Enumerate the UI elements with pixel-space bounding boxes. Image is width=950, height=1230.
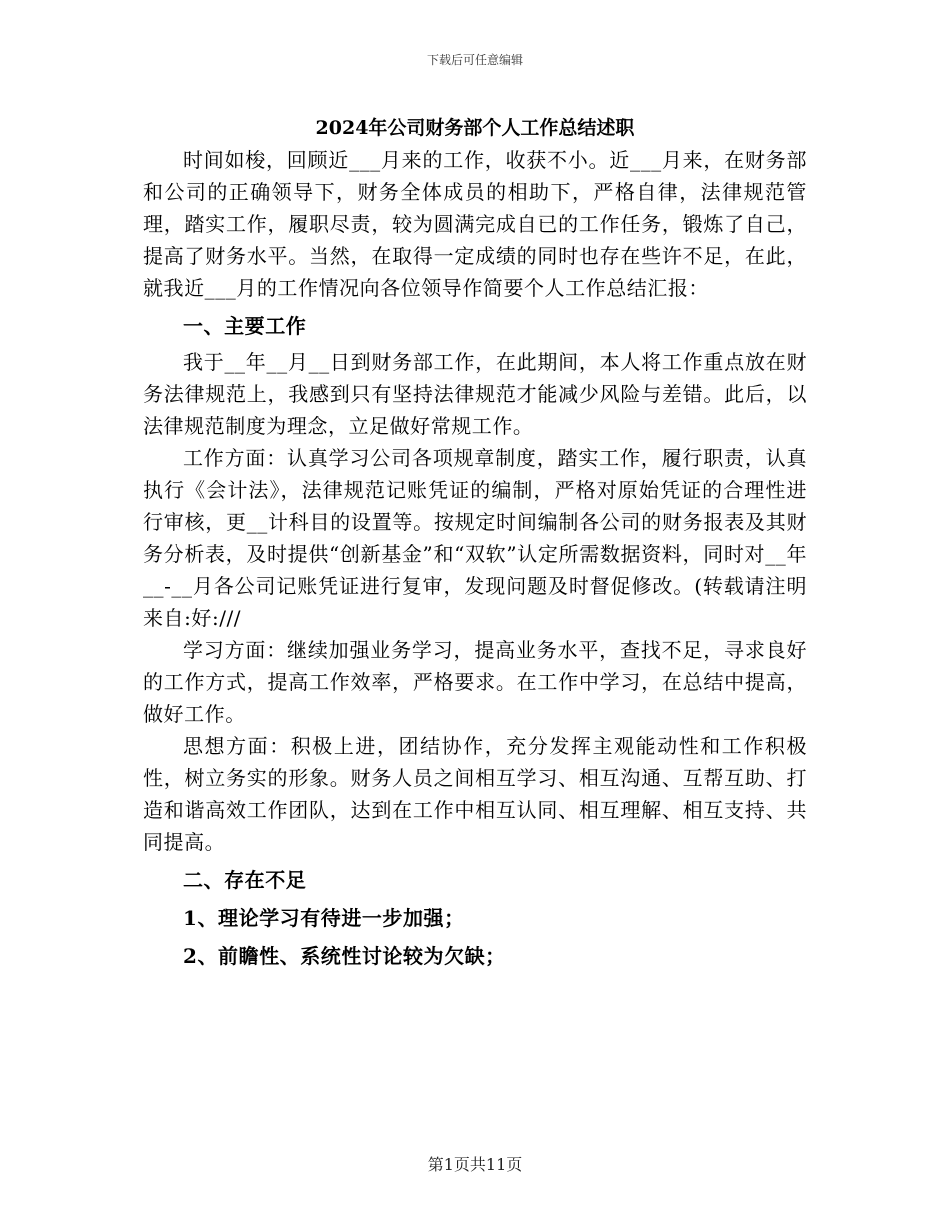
page-number: 第1页共11页	[427, 1155, 523, 1174]
page-header-note: 下载后可任意编辑	[426, 53, 523, 67]
shortcoming-item-2: 2、前瞻性、系统性讨论较为欠缺；	[183, 944, 506, 968]
section-heading-main-work: 一、主要工作	[183, 314, 307, 338]
paragraph-study-aspect: 学习方面：继续加强业务学习，提高业务水平，查找不足，寻求良好的工作方式，提高工作效率，严格要求。在工作中学习，在总结中提高，做好工作。	[143, 638, 807, 726]
document-title: 2024年公司财务部个人工作总结述职	[315, 117, 635, 139]
intro-paragraph: 时间如梭，回顾近___月来的工作，收获不小。近___月来，在财务部和公司的正确领导下，财务全体成员的相助下，严格自律，法律规范管理，踏实工作，履职尽责，较为圆满完成自已的工作任务，锻炼了自己，提高了财务水平。当然，在取得一定成绩的同时也存在些许不足，在此，就我近___月的工作情况向各位领导作简要个人工作总结汇报：	[143, 148, 807, 300]
paragraph-thought-aspect: 思想方面：积极上进，团结协作，充分发挥主观能动性和工作积极性，树立务实的形象。财务人员之间相互学习、相互沟通、互帮互助、打造和谐高效工作团队，达到在工作中相互认同、相互理解、相互支持、共同提高。	[143, 734, 807, 854]
paragraph-start-date: 我于__年__月__日到财务部工作，在此期间，本人将工作重点放在财务法律规范上，我感到只有坚持法律规范才能减少风险与差错。此后，以法律规范制度为理念，立足做好常规工作。	[143, 350, 807, 438]
paragraph-work-aspect: 工作方面：认真学习公司各项规章制度，踏实工作，履行职责，认真执行《会计法》，法律规范记账凭证的编制，严格对原始凭证的合理性进行审核，更__计科目的设置等。按规定时间编制各公司的财务报表及其财务分析表，及时提供“创新基金”和“双软”认定所需数据资料，同时对__年__-__月各公司记账凭证进行复审，发现问题及时督促修改。(转载请注明来自:好:///	[143, 446, 807, 630]
section-heading-shortcomings: 二、存在不足	[183, 868, 307, 892]
document-body	[143, 112, 807, 972]
shortcoming-item-1: 1、理论学习有待进一步加强；	[183, 906, 465, 930]
